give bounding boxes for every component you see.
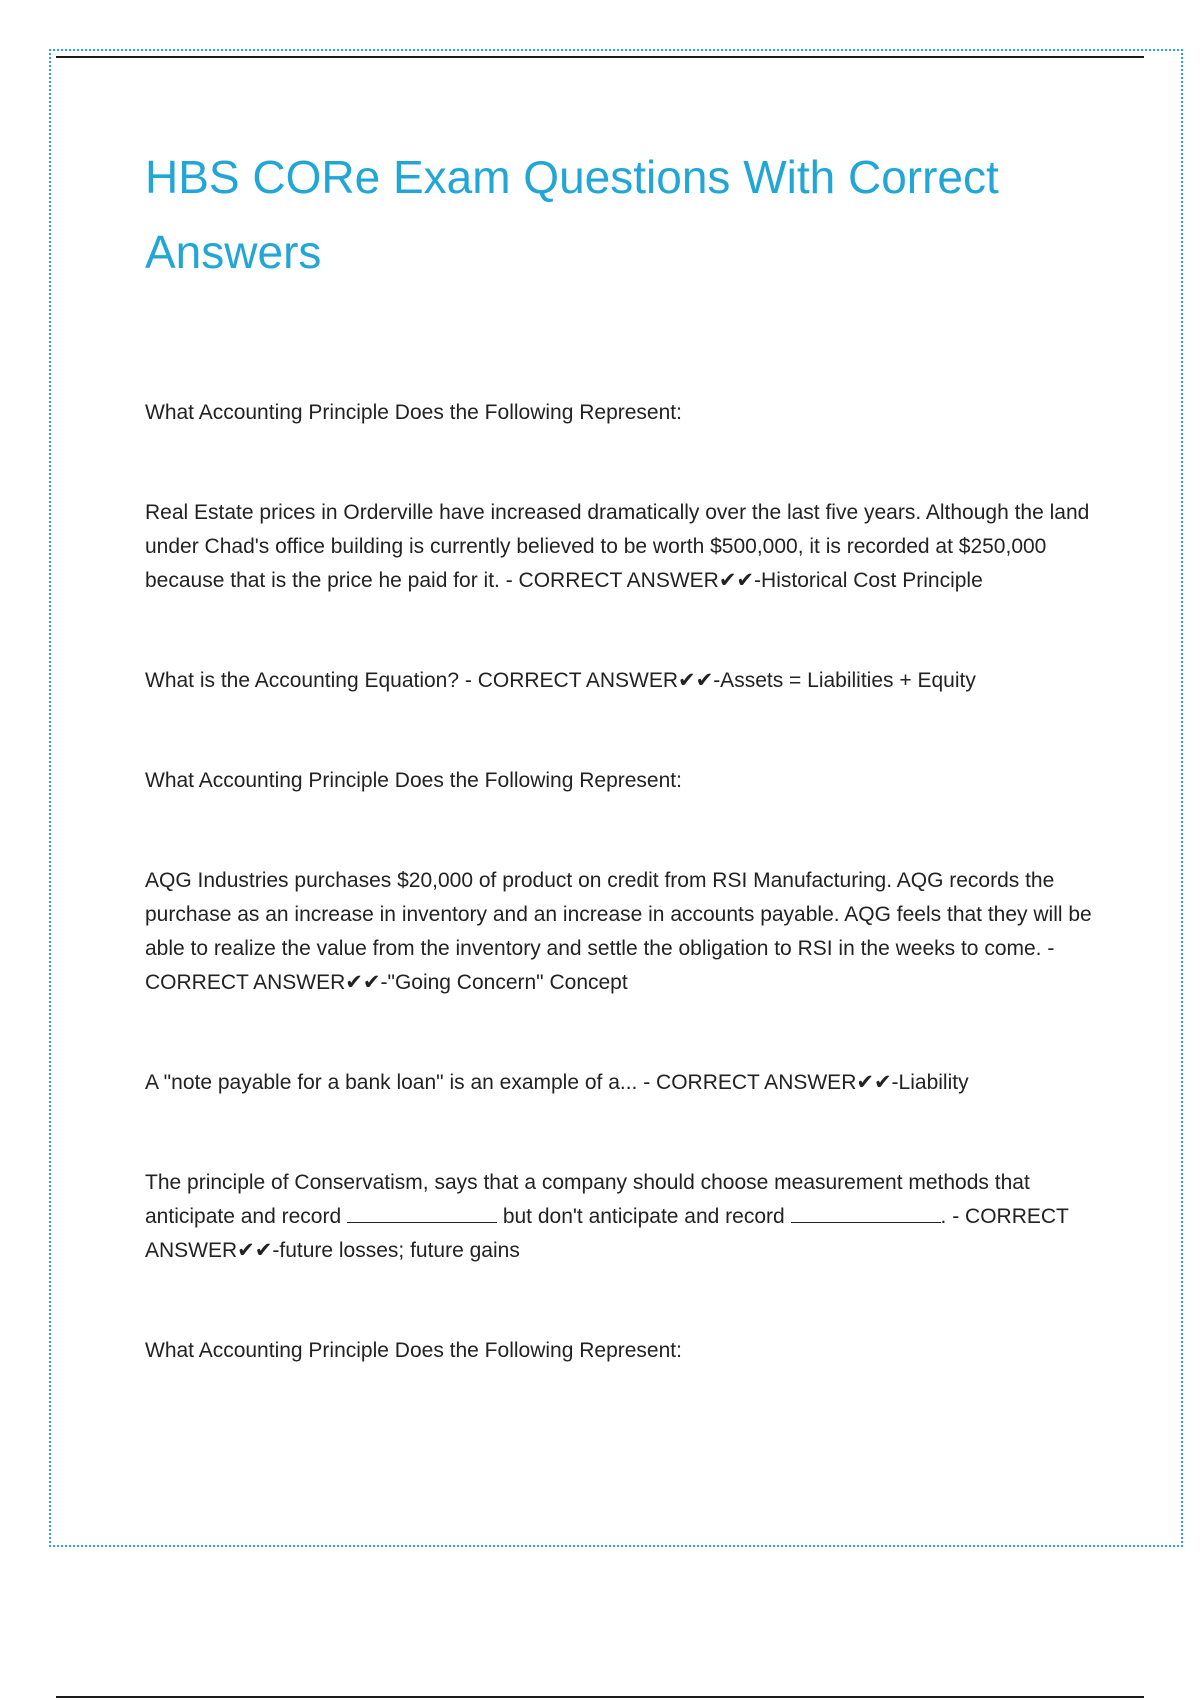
question-prompt: What Accounting Principle Does the Following Represent: bbox=[145, 769, 682, 792]
document-body bbox=[145, 396, 1095, 1368]
question-text-part: but don't anticipate and record bbox=[502, 1205, 785, 1228]
question-answer-paragraph: A "note payable for a bank loan" is an example of a... - CORRECT ANSWER✔✔-Liability bbox=[145, 1071, 969, 1094]
header-rule bbox=[56, 56, 1144, 58]
question-answer-paragraph: Real Estate prices in Orderville have increased dramatically over the last five years. Although the land under Chad's office building is currently believed to be worth $500,000, it is recorded at $250,000 because that is the price he paid for it. - CORRECT ANSWER✔✔-Historical Cost Principle bbox=[145, 501, 1090, 592]
question-prompt: What Accounting Principle Does the Following Represent: bbox=[145, 1339, 682, 1362]
document-title: HBS CORe Exam Questions With Correct Answers bbox=[145, 151, 999, 278]
fill-in-blank bbox=[347, 1202, 497, 1223]
question-answer-paragraph: What is the Accounting Equation? - CORRECT ANSWER✔✔-Assets = Liabilities + Equity bbox=[145, 669, 976, 692]
answer-text-part: . - CORRECT ANSWER✔✔-future losses; future gains bbox=[145, 1205, 1069, 1262]
fill-in-blank bbox=[791, 1202, 941, 1223]
question-answer-paragraph bbox=[145, 1166, 1095, 1268]
next-page-rule bbox=[56, 1696, 1144, 1698]
question-answer-paragraph: AQG Industries purchases $20,000 of product on credit from RSI Manufacturing. AQG records the purchase as an increase in inventory and an increase in accounts payable. AQG feels that they will be able to realize the value from the inventory and settle the obligation to RSI in the weeks to come. - CORRECT ANSWER✔✔-"Going Concern" Concept bbox=[145, 869, 1092, 994]
question-prompt: What Accounting Principle Does the Following Represent: bbox=[145, 401, 682, 424]
question-text-part: The principle of Conservatism, says that a company should choose measurement methods that anticipate and record bbox=[145, 1171, 1030, 1228]
